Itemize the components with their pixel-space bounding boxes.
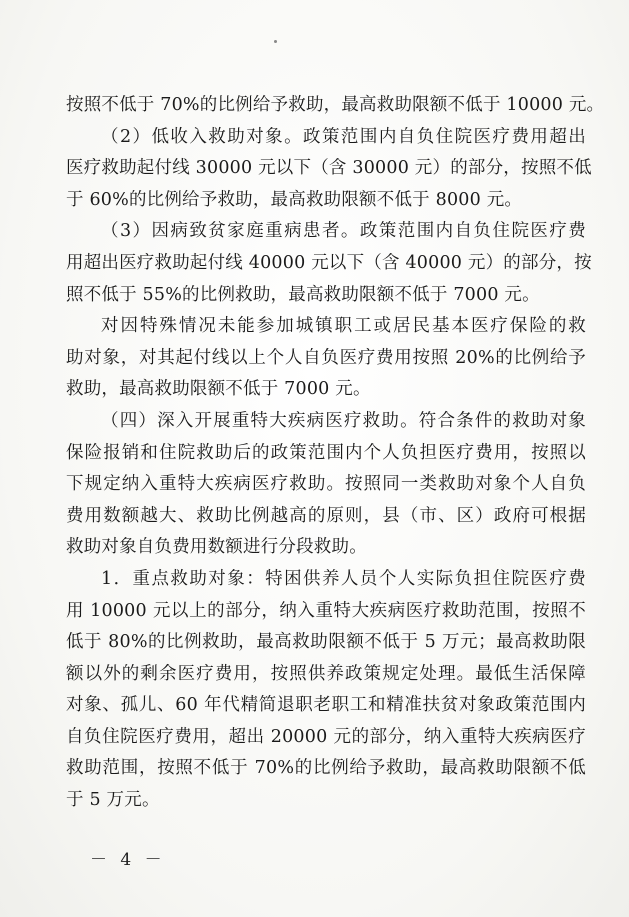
text-line: 保险报销和住院救助后的政策范围内个人负担医疗费用，按照以 <box>66 442 586 463</box>
text-line: 低于 80%的比例救助，最高救助限额不低于 5 万元；最高救助限 <box>66 632 586 653</box>
text-line: 救助对象自负费用数额进行分段救助。 <box>66 537 367 558</box>
text-line: 照不低于 55%的比例救助，最高救助限额不低于 7000 元。 <box>66 284 540 305</box>
text-line: 费用数额越大、救助比例越高的原则，县（市、区）政府可根据 <box>66 505 586 526</box>
text-line: 于 60%的比例给予救助，最高救助限额不低于 8000 元。 <box>66 189 523 210</box>
text-line: 下规定纳入重特大疾病医疗救助。按照同一类救助对象个人自负 <box>66 474 586 495</box>
text-line: 救助，最高救助限额不低于 7000 元。 <box>66 379 371 400</box>
text-line: 对因特殊情况未能参加城镇职工或居民基本医疗保险的救 <box>101 316 586 337</box>
text-line: 用超出医疗救助起付线 40000 元以下（含 40000 元）的部分，按 <box>66 252 592 273</box>
section-heading-line: （四）深入开展重特大疾病医疗救助。符合条件的救助对象 <box>101 410 586 431</box>
text-line: 1．重点救助对象：特困供养人员个人实际负担住院医疗费 <box>101 568 586 589</box>
text-line: 额以外的剩余医疗费用，按照供养政策规定处理。最低生活保障 <box>66 663 586 684</box>
document-body <box>66 90 605 817</box>
text-line: 于 5 万元。 <box>66 790 160 811</box>
text-line: （2）低收入救助对象。政策范围内自负住院医疗费用超出 <box>101 126 586 147</box>
text-line: 自负住院医疗费用，超出 20000 元的部分，纳入重特大疾病医疗 <box>66 726 586 747</box>
text-line: 助对象，对其起付线以上个人自负医疗费用按照 20%的比例给予 <box>66 347 586 368</box>
text-line: 救助范围，按照不低于 70%的比例给予救助，最高救助限额不低 <box>66 758 586 779</box>
text-line: 对象、孤儿、60 年代精简退职老职工和精准扶贫对象政策范围内 <box>66 695 586 716</box>
text-line: 按照不低于 70%的比例给予救助，最高救助限额不低于 10000 元。 <box>66 95 605 115</box>
text-line: 用 10000 元以上的部分，纳入重特大疾病医疗救助范围，按照不 <box>66 600 586 621</box>
text-line: （3）因病致贫家庭重病患者。政策范围内自负住院医疗费 <box>101 221 586 242</box>
text-line: 医疗救助起付线 30000 元以下（含 30000 元）的部分，按照不低 <box>66 158 592 179</box>
scan-speck <box>274 40 277 43</box>
page-number: － 4 － <box>90 850 166 870</box>
